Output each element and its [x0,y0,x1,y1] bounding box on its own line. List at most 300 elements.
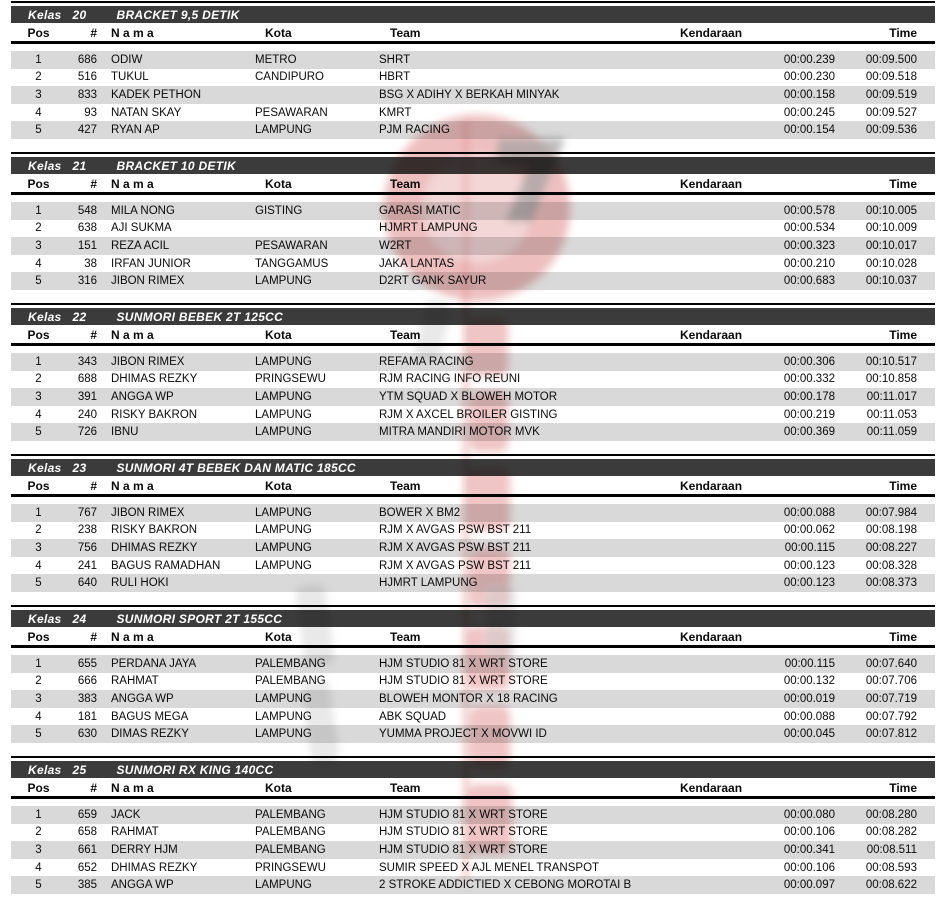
cell-name: JIBON RIMEX [111,355,185,368]
result-row [11,86,935,104]
cell-name: DHIMAS REZKY [111,861,198,874]
cell-city: PALEMBANG [255,826,326,839]
result-row [11,202,935,220]
cell-city: LAMPUNG [255,541,312,554]
class-section [11,152,935,303]
cell-city: LAMPUNG [255,408,312,421]
result-row [11,574,935,592]
cell-team: D2RT GANK SAYUR [379,275,487,288]
column-header-row [11,176,935,191]
cell-kendaraan: 00:00.332 [783,373,835,386]
header-rule [11,41,935,44]
cell-time: 00:11.017 [866,390,917,403]
cell-number: 726 [77,426,97,439]
class-number: 24 [72,611,87,626]
column-header-row [11,629,935,644]
column-header-team: Team [390,176,421,191]
cell-kendaraan: 00:00.230 [783,71,835,84]
class-label: Kelas [28,158,62,173]
class-label: Kelas [28,7,62,22]
cell-position: 3 [35,88,42,101]
cell-team: HJM STUDIO 81 X WRT STORE [379,808,548,821]
cell-name: AJI SUKMA [111,222,172,235]
cell-position: 1 [35,204,42,217]
cell-city: LAMPUNG [255,355,312,368]
cell-city: LAMPUNG [255,124,312,137]
column-header-pos: Pos [27,478,50,493]
cell-city: PESAWARAN [255,239,328,252]
cell-time: 00:11.053 [866,408,917,421]
cell-name: BAGUS RAMADHAN [111,559,221,572]
cell-kendaraan: 00:00.019 [783,692,835,705]
cell-number: 659 [77,808,97,821]
cell-time: 00:09.500 [865,53,917,66]
cell-position: 3 [35,541,42,554]
cell-city: METRO [255,53,297,66]
cell-time: 00:08.511 [866,843,917,856]
cell-time: 00:08.622 [865,879,917,892]
column-header-time: Time [889,176,917,191]
cell-name: RISKY BAKRON [111,524,198,537]
cell-kendaraan: 00:00.045 [783,728,835,741]
cell-time: 00:07.706 [865,675,917,688]
column-header-row [11,25,935,40]
cell-position: 4 [35,861,42,874]
cell-position: 2 [35,222,42,235]
cell-time: 00:10.028 [865,257,917,270]
cell-position: 4 [35,106,42,119]
cell-number: 93 [84,106,97,119]
cell-position: 5 [35,124,42,137]
cell-time: 00:11.059 [866,426,917,439]
cell-time: 00:08.593 [865,861,917,874]
cell-city: TANGGAMUS [255,257,329,270]
cell-time: 00:07.984 [865,506,917,519]
header-rule [11,494,935,497]
cell-number: 640 [77,577,97,590]
cell-city: PALEMBANG [255,657,326,670]
cell-number: 655 [77,657,97,670]
cell-name: ANGGA WP [111,390,174,403]
result-row [11,522,935,540]
cell-time: 00:08.373 [865,577,917,590]
cell-city: LAMPUNG [255,390,312,403]
cell-team: HJM STUDIO 81 X WRT STORE [379,675,548,688]
cell-kendaraan: 00:00.239 [783,53,835,66]
result-row [11,876,935,894]
cell-name: DERRY HJM [111,843,178,856]
column-header-kendaraan: Kendaraan [680,176,743,191]
cell-time: 00:09.518 [865,71,917,84]
cell-city: PALEMBANG [255,808,326,821]
column-header-name: N a m a [111,629,154,644]
cell-name: BAGUS MEGA [111,710,189,723]
cell-time: 00:08.227 [865,541,917,554]
cell-team: RJM X AVGAS PSW BST 211 [379,541,532,554]
cell-number: 316 [77,275,97,288]
cell-city: LAMPUNG [255,426,312,439]
cell-kendaraan: 00:00.210 [783,257,835,270]
result-row [11,371,935,389]
cell-name: JIBON RIMEX [111,506,185,519]
cell-time: 00:07.812 [865,728,917,741]
cell-kendaraan: 00:00.158 [783,88,835,101]
cell-name: KADEK PETHON [111,88,202,101]
cell-kendaraan: 00:00.369 [783,426,835,439]
cell-kendaraan: 00:00.106 [783,826,835,839]
cell-number: 630 [77,728,97,741]
cell-number: 343 [77,355,97,368]
cell-name: IBNU [111,426,139,439]
column-header-city: Kota [265,176,292,191]
cell-name: NATAN SKAY [111,106,182,119]
cell-kendaraan: 00:00.097 [783,879,835,892]
cell-number: 385 [77,879,97,892]
column-header-kendaraan: Kendaraan [680,327,743,342]
cell-team: YTM SQUAD X BLOWEH MOTOR [379,390,558,403]
result-row [11,673,935,691]
cell-team: HJM STUDIO 81 X WRT STORE [379,826,548,839]
class-number: 25 [72,762,87,777]
cell-city: CANDIPURO [255,71,325,84]
cell-team: RJM X AVGAS PSW BST 211 [379,559,532,572]
column-header-name: N a m a [111,25,154,40]
cell-time: 00:09.536 [865,124,917,137]
cell-name: RAHMAT [111,675,159,688]
column-header-kendaraan: Kendaraan [680,629,743,644]
cell-number: 833 [77,88,97,101]
column-header-time: Time [889,25,917,40]
column-header-number: # [90,176,97,191]
cell-name: IRFAN JUNIOR [111,257,191,270]
result-row [11,51,935,69]
cell-city: LAMPUNG [255,710,312,723]
cell-kendaraan: 00:00.115 [784,657,835,670]
cell-name: DIMAS REZKY [111,728,189,741]
cell-time: 00:10.009 [865,222,917,235]
cell-time: 00:08.198 [865,524,917,537]
cell-position: 5 [35,728,42,741]
result-row [11,806,935,824]
section-top-rule [11,605,935,607]
cell-team: ABK SQUAD [379,710,447,723]
column-header-name: N a m a [111,327,154,342]
cell-position: 3 [35,239,42,252]
cell-number: 548 [77,204,97,217]
cell-name: ANGGA WP [111,879,174,892]
cell-name: RULI HOKI [111,577,169,590]
result-rows [11,806,935,894]
result-row [11,690,935,708]
cell-number: 383 [77,692,97,705]
cell-number: 38 [84,257,97,270]
cell-team: KMRT [379,106,412,119]
column-header-team: Team [390,478,421,493]
cell-city: LAMPUNG [255,692,312,705]
column-header-name: N a m a [111,176,154,191]
section-header-bar [11,157,935,174]
column-header-row [11,478,935,493]
column-header-city: Kota [265,629,292,644]
result-row [11,255,935,273]
cell-number: 241 [77,559,97,572]
cell-position: 5 [35,426,42,439]
result-row [11,353,935,371]
cell-position: 1 [35,808,42,821]
cell-number: 427 [77,124,97,137]
cell-position: 3 [35,390,42,403]
class-section [11,454,935,605]
cell-kendaraan: 00:00.132 [783,675,835,688]
cell-team: REFAMA RACING [379,355,474,368]
column-header-name: N a m a [111,478,154,493]
result-rows [11,353,935,441]
cell-team: RJM X AVGAS PSW BST 211 [379,524,532,537]
cell-kendaraan: 00:00.123 [783,577,835,590]
cell-kendaraan: 00:00.088 [783,710,835,723]
section-header-bar [11,610,935,627]
cell-team: RJM RACING INFO REUNI [379,373,521,386]
cell-number: 240 [77,408,97,421]
cell-team: BOWER X BM2 [379,506,461,519]
cell-name: JACK [111,808,141,821]
column-header-time: Time [889,478,917,493]
result-row [11,824,935,842]
result-row [11,539,935,557]
section-header-bar [11,6,935,23]
class-title: SUNMORI BEBEK 2T 125CC [116,309,284,324]
class-label: Kelas [28,460,62,475]
header-rule [11,796,935,799]
cell-time: 00:10.037 [865,275,917,288]
class-label: Kelas [28,611,62,626]
cell-time: 00:10.517 [865,355,917,368]
cell-team: YUMMA PROJECT X MOVWI ID [379,728,547,741]
cell-number: 686 [77,53,97,66]
cell-team: PJM RACING [379,124,450,137]
cell-position: 1 [35,53,42,66]
cell-city: LAMPUNG [255,524,312,537]
cell-name: DHIMAS REZKY [111,541,198,554]
cell-name: TUKUL [111,71,149,84]
class-section [11,756,935,907]
class-title: SUNMORI 4T BEBEK DAN MATIC 185CC [116,460,356,475]
cell-team: GARASI MATIC [379,204,461,217]
class-number: 22 [72,309,87,324]
cell-number: 652 [77,861,97,874]
result-row [11,423,935,441]
column-header-city: Kota [265,327,292,342]
column-header-city: Kota [265,478,292,493]
column-header-number: # [90,629,97,644]
column-header-city: Kota [265,780,292,795]
column-header-number: # [90,780,97,795]
cell-city: PRINGSEWU [255,373,326,386]
cell-kendaraan: 00:00.323 [783,239,835,252]
class-section [11,303,935,454]
cell-name: ODIW [111,53,143,66]
class-title: BRACKET 9,5 DETIK [116,7,240,22]
column-header-number: # [90,25,97,40]
cell-position: 2 [35,675,42,688]
cell-time: 00:10.005 [865,204,917,217]
cell-position: 5 [35,275,42,288]
cell-kendaraan: 00:00.062 [783,524,835,537]
cell-number: 151 [77,239,97,252]
cell-team: 2 STROKE ADDICTIED X CEBONG MOROTAI B [379,879,632,892]
cell-position: 2 [35,71,42,84]
cell-kendaraan: 00:00.123 [783,559,835,572]
class-title: SUNMORI SPORT 2T 155CC [116,611,283,626]
header-rule [11,343,935,346]
cell-position: 2 [35,524,42,537]
cell-name: MILA NONG [111,204,175,217]
result-row [11,388,935,406]
cell-number: 181 [77,710,97,723]
cell-time: 00:07.640 [865,657,917,670]
cell-time: 00:09.527 [865,106,917,119]
cell-city: LAMPUNG [255,559,312,572]
results-tables [11,1,935,907]
column-header-kendaraan: Kendaraan [680,780,743,795]
result-rows [11,202,935,290]
result-row [11,725,935,743]
cell-city: LAMPUNG [255,728,312,741]
column-header-pos: Pos [27,176,50,191]
section-header-bar [11,308,935,325]
cell-name: REZA ACIL [111,239,170,252]
result-row [11,220,935,238]
cell-time: 00:08.328 [865,559,917,572]
cell-team: W2RT [379,239,412,252]
cell-position: 2 [35,373,42,386]
column-header-pos: Pos [27,780,50,795]
cell-number: 658 [77,826,97,839]
result-rows [11,504,935,592]
cell-city: PRINGSEWU [255,861,326,874]
cell-number: 516 [77,71,97,84]
cell-time: 00:09.519 [865,88,917,101]
column-header-kendaraan: Kendaraan [680,478,743,493]
cell-team: SHRT [379,53,411,66]
cell-kendaraan: 00:00.341 [783,843,835,856]
cell-position: 3 [35,843,42,856]
cell-kendaraan: 00:00.306 [783,355,835,368]
cell-team: MITRA MANDIRI MOTOR MVK [379,426,540,439]
class-number: 21 [72,158,87,173]
cell-number: 688 [77,373,97,386]
cell-kendaraan: 00:00.683 [783,275,835,288]
result-row [11,406,935,424]
cell-name: RISKY BAKRON [111,408,198,421]
column-header-team: Team [390,327,421,342]
cell-time: 00:07.792 [865,710,917,723]
class-number: 20 [72,7,87,22]
column-header-time: Time [889,629,917,644]
cell-time: 00:10.017 [865,239,917,252]
cell-city: PALEMBANG [255,675,326,688]
cell-team: JAKA LANTAS [379,257,455,270]
cell-position: 1 [35,355,42,368]
result-row [11,708,935,726]
cell-team: BSG X ADIHY X BERKAH MINYAK [379,88,560,101]
class-title: BRACKET 10 DETIK [116,158,236,173]
cell-kendaraan: 00:00.115 [784,541,835,554]
cell-position: 2 [35,826,42,839]
cell-kendaraan: 00:00.088 [783,506,835,519]
column-header-pos: Pos [27,327,50,342]
column-header-kendaraan: Kendaraan [680,25,743,40]
cell-number: 391 [77,390,97,403]
column-header-pos: Pos [27,629,50,644]
cell-city: LAMPUNG [255,879,312,892]
column-header-row [11,327,935,342]
section-header-bar [11,761,935,778]
cell-kendaraan: 00:00.178 [783,390,835,403]
cell-number: 238 [77,524,97,537]
cell-position: 5 [35,577,42,590]
cell-position: 4 [35,257,42,270]
column-header-name: N a m a [111,780,154,795]
result-rows [11,655,935,743]
cell-number: 666 [77,675,97,688]
cell-team: HBRT [379,71,411,84]
cell-name: RYAN AP [111,124,160,137]
cell-team: RJM X AXCEL BROILER GISTING [379,408,558,421]
cell-kendaraan: 00:00.080 [783,808,835,821]
cell-city: PESAWARAN [255,106,328,119]
class-number: 23 [72,460,87,475]
section-top-rule [11,756,935,758]
cell-kendaraan: 00:00.245 [783,106,835,119]
section-top-rule [11,454,935,456]
section-top-rule [11,303,935,305]
column-header-team: Team [390,629,421,644]
cell-position: 1 [35,657,42,670]
class-label: Kelas [28,762,62,777]
column-header-team: Team [390,25,421,40]
cell-city: LAMPUNG [255,506,312,519]
result-row [11,655,935,673]
cell-number: 661 [77,843,97,856]
cell-time: 00:08.280 [865,808,917,821]
cell-team: BLOWEH MONTOR X 18 RACING [379,692,558,705]
cell-team: HJM STUDIO 81 X WRT STORE [379,657,548,670]
cell-name: ANGGA WP [111,692,174,705]
column-header-team: Team [390,780,421,795]
class-label: Kelas [28,309,62,324]
cell-position: 3 [35,692,42,705]
cell-number: 756 [77,541,97,554]
cell-name: JIBON RIMEX [111,275,185,288]
cell-kendaraan: 00:00.106 [783,861,835,874]
result-row [11,272,935,290]
column-header-time: Time [889,780,917,795]
class-section [11,1,935,152]
cell-name: RAHMAT [111,826,159,839]
column-header-number: # [90,327,97,342]
cell-kendaraan: 00:00.578 [783,204,835,217]
result-row [11,504,935,522]
cell-number: 767 [77,506,97,519]
cell-city: LAMPUNG [255,275,312,288]
cell-position: 4 [35,710,42,723]
header-rule [11,192,935,195]
result-row [11,859,935,877]
cell-position: 5 [35,879,42,892]
result-rows [11,51,935,139]
column-header-number: # [90,478,97,493]
